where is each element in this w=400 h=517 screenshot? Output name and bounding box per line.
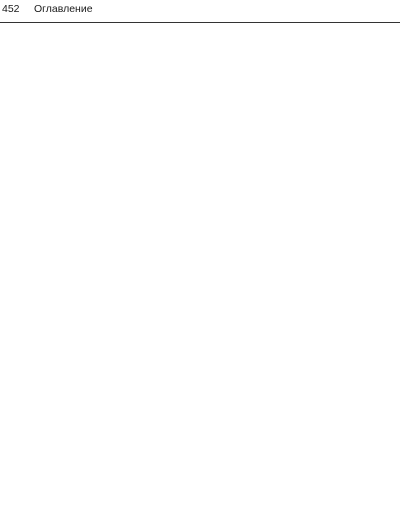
- toc-left-column: [4, 44, 200, 55]
- running-header: [0, 3, 400, 16]
- page-number: 452: [2, 3, 20, 15]
- toc-right-column: [203, 44, 399, 60]
- page-title: Оглавление: [34, 3, 93, 15]
- header-rule: [0, 22, 400, 23]
